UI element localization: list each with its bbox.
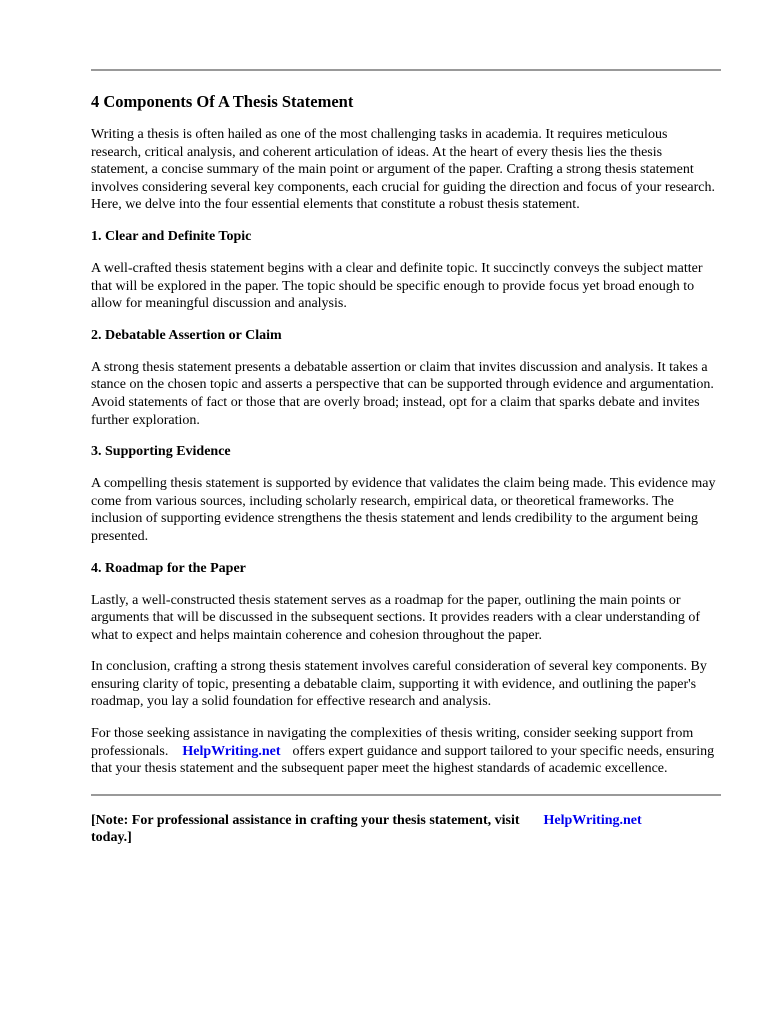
note-helpwriting-link[interactable]: HelpWriting.net	[543, 812, 642, 828]
top-divider	[91, 69, 721, 71]
section-heading-roadmap: 4. Roadmap for the Paper	[91, 560, 246, 576]
document-content	[91, 92, 721, 847]
section-heading-claim: 2. Debatable Assertion or Claim	[91, 327, 282, 343]
assistance-paragraph	[91, 725, 721, 778]
intro-paragraph: Writing a thesis is often hailed as one of the most challenging tasks in academia. It requires meticulous research, critical analysis, and coherent articulation of ideas. At the heart of every thesis lies the thesis statement, a concise summary of the main point or argument of the paper. Crafting a strong thesis statement involves considering several key components, each crucial for guiding the direction and focus of your research. Here, we delve into the four essential elements that constitute a robust thesis statement.	[91, 127, 715, 213]
note-text-before: [Note: For professional assistance in crafting your thesis statement, visit	[91, 812, 520, 828]
section-body-roadmap: Lastly, a well-constructed thesis statement serves as a roadmap for the paper, outlining the main points or arguments that will be discussed in the subsequent sections. It provides readers with a clear understanding of what to expect and helps maintain coherence and cohesion throughout the paper.	[91, 592, 700, 643]
helpwriting-link[interactable]: HelpWriting.net	[182, 743, 281, 759]
conclusion-paragraph: In conclusion, crafting a strong thesis statement involves careful consideration of several key components. By ensuring clarity of topic, presenting a debatable claim, supporting it with evidence, and outlining the paper's roadmap, you lay a solid foundation for effective research and analysis.	[91, 659, 707, 710]
section-heading-evidence: 3. Supporting Evidence	[91, 444, 231, 460]
assistance-text-before: For those seeking assistance in navigating the complexities of thesis writing, consider seeking support from professionals.	[91, 726, 694, 759]
note-paragraph	[91, 812, 721, 847]
section-body-evidence: A compelling thesis statement is supported by evidence that validates the claim being made. This evidence may come from various sources, including scholarly research, empirical data, or theoretical frameworks. The inclusion of supporting evidence strengthens the thesis statement and lends credibility to the argument being presented.	[91, 476, 716, 544]
bottom-divider	[91, 794, 721, 796]
section-body-topic: A well-crafted thesis statement begins with a clear and definite topic. It succinctly conveys the subject matter that will be explored in the paper. The topic should be specific enough to provide focus yet broad enough to allow for meaningful discussion and analysis.	[91, 260, 703, 312]
section-heading-topic: 1. Clear and Definite Topic	[91, 228, 252, 244]
assistance-text-after: offers expert guidance and support tailored to your specific needs, ensuring that your thesis statement and the subsequent paper meet the highest standards of academic excellence.	[91, 743, 715, 777]
note-text-after: today.]	[91, 830, 132, 846]
document-title: 4 Components Of A Thesis Statement	[91, 92, 354, 111]
section-body-claim: A strong thesis statement presents a debatable assertion or claim that invites discussion and analysis. It takes a stance on the chosen topic and asserts a perspective that can be supported through evidence and argumentation. Avoid statements of fact or those that are overly broad; instead, opt for a claim that sparks debate and invites further exploration.	[91, 359, 714, 428]
